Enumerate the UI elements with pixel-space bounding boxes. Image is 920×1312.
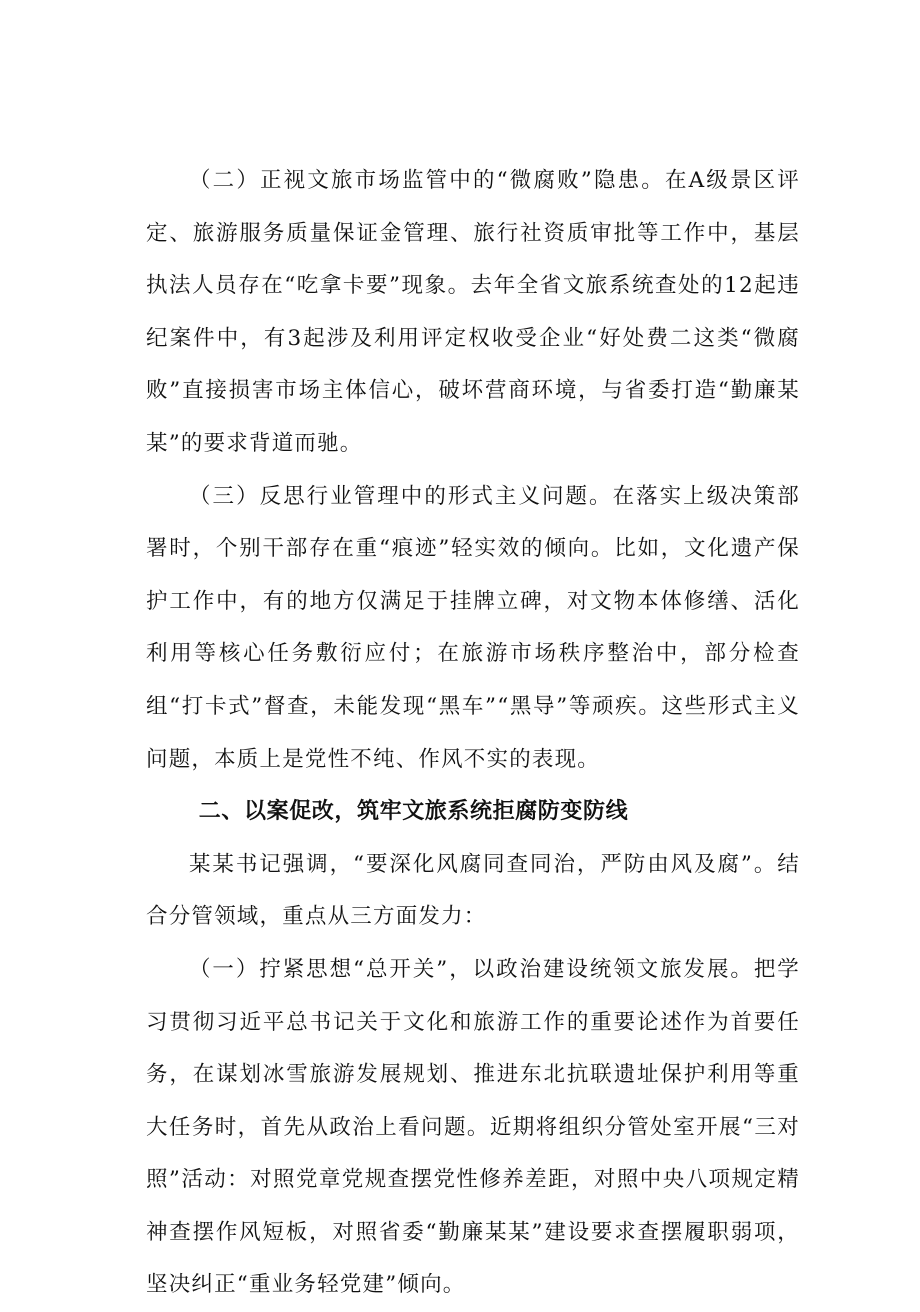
- paragraph-intro-measures: 某某书记强调，“要深化风腐同查同治，严防由风及腐”。结合分管领域，重点从三方面发力：: [146, 851, 800, 930]
- paragraph-formalism: （三）反思行业管理中的形式主义问题。在落实上级决策部署时，个别干部存在重“痕迹”轻实效的倾向。比如，文化遗产保护工作中，有的地方仅满足于挂牌立碑，对文物本体修缮、活化利用等核心任务敷衍应付；在旅游市场秩序整治中，部分检查组“打卡式”督查，未能发现“黑车”“黑导”等顽疾。这些形式主义问题，本质上是党性不纯、作风不实的表现。: [146, 483, 800, 772]
- paragraph-supervision-corruption: （二）正视文旅市场监管中的“微腐败”隐患。在A级景区评定、旅游服务质量保证金管理、旅行社资质审批等工作中，基层执法人员存在“吃拿卡要”现象。去年全省文旅系统查处的12起违纪案件中，有3起涉及利用评定权收受企业“好处费二这类“微腐败”直接损害市场主体信心，破坏营商环境，与省委打造“勤廉某某”的要求背道而驰。: [146, 168, 800, 456]
- section-heading-two: 二、以案促改，筑牢文旅系统拒腐防变防线: [198, 799, 629, 825]
- document-body: [146, 155, 800, 1312]
- paragraph-political-building: （一）拧紧思想“总开关”，以政治建设统领文旅发展。把学习贯彻习近平总书记关于文化和旅游工作的重要论述作为首要任务，在谋划冰雪旅游发展规划、推进东北抗联遗址保护利用等重大任务时，首先从政治上看问题。近期将组织分管处室开展“三对照”活动：对照党章党规查摆党性修养差距，对照中央八项规定精神查摆作风短板，对照省委“勤廉某某”建设要求查摆履职弱项，坚决纠正“重业务轻党建”倾向。: [146, 956, 800, 1298]
